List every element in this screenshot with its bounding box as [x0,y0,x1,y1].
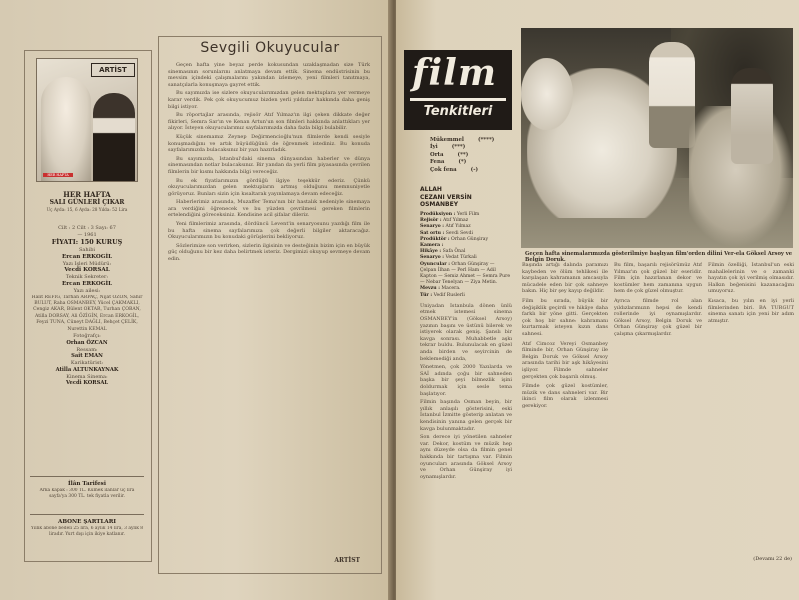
rating-label: Fena [430,159,445,166]
masthead-writers-title: Yazı ailesi: [73,287,101,294]
credit-value: Safa Önal [442,249,466,255]
movie-title [420,186,510,209]
masthead-tech-name: Ercan ERKOGİL [61,280,113,287]
masthead-art-title: Ressam: [76,346,98,353]
masthead-owner-title: Sahibi [78,247,96,254]
rating-label: İyi [430,144,438,151]
rating-row [430,159,520,166]
cover-brand: ARTİST [91,63,135,77]
masthead-cinema-name: Vecdi KORSAL [65,380,109,387]
rating-legend [430,137,520,174]
masthead-frequency: HER HAFTA [63,190,111,199]
cover-caption: HER HAFTA [43,173,73,177]
credit-value: Vedat Türkali [445,255,477,261]
masthead-cartoon-title: Karikatürist: [70,360,104,367]
rating-stars: (-) [470,166,479,173]
masthead-photo-name: Orhan ÖZCAN [66,339,108,346]
masthead-art-name: Sait EMAN [71,353,103,360]
movie-credits [420,212,512,494]
credit-value: Atıf Yılmaz [442,218,469,224]
review-paragraph: Filmin başında Osman beyin, bir yıllık anlaşılı gösterisini, eski İstanbul İzmitte gösterip anlatan ve kendisinin yanına gelen gerçek bir kavga bulunmaktadır. [420,399,512,432]
letter-paragraph: Bu sayımızda, Istanbul'daki sinema dünyasından haberler ve dünya sinemasından notlar bulacaksınız. Bir yandan da yerli film piyasasında çevrilen filmlerin bir kısmı hakkında bilgi vereceğiz. [168,155,370,175]
review-paragraph: Atıf Cimcoz Vereyi Osmanbey filminde bir, Orhan Günşiray ile Belgin Doruk ve Göksel Arsoy arasında tarihi bir aşk hikâyesini işliyor. Filmde sahneler gerçekten çok başarılı olmuş. [522,340,608,380]
review-paragraph: Kısaca, bu yılın en iyi yerli filmlerinden biri. BA TURGUT sinema sanatı için yeni bir adım atmıştır. [708,297,794,324]
cover-groom-figure [93,93,135,181]
photo-caption: Geçen hafta sinemalarımızda gösterilmiye başlıyan film'orden dilini Ver-ela Göksel Arsoy ve Belgin Doruk. [525,251,793,264]
rating-row [430,167,520,174]
letter-paragraph: Yeni filmlerimiz arasında, dördüncü Levent'in senaryosunu yazdığı film ile bu hafta sinema sayfalarımıza çok değerli bilgiler aktaracağız. Okuyucularımızın bu konudaki görüşlerini bekliyoruz. [168,221,370,241]
masthead-writers: Halit REFİĞ, Tarhan ARPAÇ, Nijat ÖZÖN, Sahir BULUT, Raha OSMANBEY, Yücel ÇAKMAKLI, Cengiz AKAR, Bülent OKTAR, Turhan ÇOBAN, Atilla DORSAY, Ali ÖZİGİN, Ercan ERKOGİL, Feyzi TUNA, Cüneyt DAĞLI, Behçet ÇELİK, Nurettin KEMAL [31,294,143,332]
review-column-3 [614,262,702,552]
continued-note: (Devamı 22 de) [753,556,792,562]
ad-rates-title: İlân Tarifesi [68,481,106,487]
rating-label: Orta [430,151,444,158]
left-page [0,0,392,600]
review-paragraph: Üniyadan İstanbula dönen ünlü etmek istemesi sinema OSMANBEY'in (Göksel Arsoy) yazının başını ve üstünü bilerek ve istiyerek olarak geniş. Şanslı bir kavga sonrası. Muhabbetle aşkı tekrar buldu. Bulunulacak en güzel anda birden ve seyircinin de beklemediği anda, [420,302,512,362]
credit-key: Tür : [420,292,433,298]
masthead-date: — 1961 [77,231,97,238]
ad-rates-block [30,480,144,500]
subscription-text: Yıllık abone bedeli 25 lira, 6 aylık 14 lira, 3 aylık 8 liradır. Yurt dışı için ikiye katlanır. [30,526,144,537]
masthead-editor-name: Vecdi KORSAL [64,267,110,274]
review-paragraph: Ayrıca filmde rol alan yıldızlarımızın hepsi de kendi rollerinde iyi oynamışlardır. Göksel Arsoy, Belgin Doruk ve Orhan Günşiray çok güzel bir çalışma çıkarmışlardır. [614,297,702,337]
credit-key: Kamera : [420,243,444,249]
letter-paragraph: Bu röportajlar arasında, rejisör Atıf Yılmaz'ın ilgi çeken dikkate değer fikirleri, Semra Sar'ın ve Kenan Artun'un son filmleri hakkında anlattıkları yer alıyor. İsteyen okuyucularımız sayfalarımızda daha fazla bilgi bulabilir. [168,112,370,132]
subscription-title: ABONE ŞARTLARI [58,519,116,525]
letter-paragraph: Küçük sinemamız Zeynep Değirmencioğlu'nun filmlerde kendi sesiyle konuşmadığını ve artık büyüdüğünü de öğrenmek istediniz. Bu konuda sayfalarımızda bulacaksınız bir yazı hazırladık. [168,133,370,154]
letter-paragraph: Bu sayımızda ise sizlere okuyucularımızdan gelen mektuplara yer vermeye karar verdik. Pek çok okuyucumuz bizden yerli yıldızlar hakkında daha geniş bilgi istiyor. [168,90,370,110]
photo-rider-woman [731,68,773,164]
masthead-subscription: Üç Ayda: 15, 6 Ayda: 28 Yılda: 52 Lira [46,207,128,212]
review-paragraph: Başında artığı dalında paramızı kaybeden ve ölüm tehlikesi ile karşılaşan kahramanın amcasıyla mücadele eden bir çok sahneye bakın. Hiç bir şey kayıp değildir. [522,262,608,295]
rating-stars: (**) [457,151,469,158]
credit-key: Prodüktör : [420,236,450,242]
movie-title-line: OSMANBEY [420,201,459,209]
rating-stars: (****) [477,137,495,143]
rating-row [430,144,520,151]
masthead-divider [30,476,144,477]
letter-paragraph: Sözlerimize son verirken, sizlerin ilgisinin ve desteğinin bizim için en büyük güç olduğunu bir kez daha belirtmek isteriz. Dergimizi okuyup sevmeye devam edin. [168,242,370,263]
logo-band [410,98,506,101]
review-column-4 [708,262,794,552]
review-paragraph: Filmin özelliği, İstanbul'un eski mahallelerinin ve o zamanki hayatın çok iyi verilmiş olmasıdır. Halkın beğenisini kazanacağını umuyoruz. [708,262,794,295]
credit-key: Oyuncular : [420,261,450,267]
credit-value: Atıf Yılmaz [445,224,471,230]
letter-heading: Sevgili Okuyucular [200,40,340,56]
review-column-2 [522,262,608,552]
letter-body [168,62,370,558]
letter-paragraph: Haberlerimiz arasında, Muzaffer Tema'nın bir hastalık nedeniyle sinemaya ara verdiğini öğrenecek ve bu yüzden çevrilmesi gereken filmlerin ertelendiğini göreceksiniz. Kendisine acil şifalar dileriz. [168,199,370,219]
credit-key: Rejisör : [420,218,442,224]
masthead-divider-2 [30,514,144,515]
credit-value: Vedif Ruslerli [433,292,465,298]
masthead-owner-name: Ercan ERKOGİL [61,253,113,260]
review-paragraph: Yönetmen, çok 2000 Yazılarda ve SAİ adında çoğu bir sahneden başka bir şeyi bilmezlik işini doldurmak için sesle tema başlatıyor. [420,364,512,397]
letter-paragraph: Bu ek fiyatlarımızın gördüğü ilgiye teşekkür ederiz. Çünkü okuyucularımızdan gelen mektupların artmış olduğunu memnuniyetle görüyoruz. Bunları sizin için kısaltarak yayınlamaya devam edeceğiz. [168,177,370,197]
masthead-cinema-title: Kinema Sinema: [66,373,108,380]
credit-key: Sat ortu : [420,230,445,236]
cover-thumbnail [36,58,138,182]
rating-stars: (*) [458,159,467,166]
film-still-photo [521,28,793,248]
letter-signature: ARTİST [334,557,360,564]
credit-value: Orhan Günşiray — Çelpan İlhan — Perl Ham — Adil Kapton — Semiz Ahmet — Semra Pure — Nebar Tenelyan — Ziya Metin. [420,261,511,286]
cover-bride-figure [41,77,91,181]
subscription-block [30,518,144,538]
credit-key: Mevzu : [420,286,440,292]
rating-stars: (***) [451,144,466,151]
credit-key: Hikâye : [420,249,442,255]
rating-label: Mükemmel [430,137,464,143]
credit-key: Senaryo : [420,224,445,230]
masthead-price: FİYATI: 150 KURUŞ [51,238,123,247]
credit-value: Orhan Günşiray [451,236,489,242]
masthead-volume: Cilt : 2 Cilt : 3 Sayı: 67 [58,225,116,231]
review-paragraph: Film bu sırada, büyük bir değişiklik geçirdi ve hikâye daha farklı bir yöne gitti. Gerçekten çok hoş bir sahne: kahramanı kurtarmak isteyen kızın dans sahnesi. [522,297,608,337]
logo-tenkitleri-word: Tenkitleri [423,104,493,119]
movie-title-line: CEZANI VERSİN [420,193,472,201]
ad-rates-text: Arka kapak : 300 TL. Kümek ilânlar üç lira sayfa'ya 300 TL. tek fiyatla verilir. [39,488,135,499]
review-paragraph: Bu film, başarılı rejisörümüz Atıf Yılmaz'ın çok güzel bir eseridir. Film için hazırlanan dekor ve kostümler hem zamanına uygun hem de çok güzel olmuştur. [614,262,702,295]
letter-paragraph: Geçen hafta yine beyaz perde kokusundan uzaklaşmadan size Türk sinemasının sorunlarını anlatmaya devam ettik. Sinema endüstrisinin bu mevsim içindeki çalışmalarını yakından izlemeye, yeni filmleri tanıtmaya, sanatçılarla konuşmaya gayret ettik. [168,62,370,88]
masthead-block [30,190,144,387]
credit-value: Macera. [441,286,461,292]
rating-label: Çok fena [430,166,457,173]
movie-title-line: ALLAH [420,186,442,193]
masthead-tech-title: Teknik Sekreter: [65,274,109,281]
photo-horse-head [521,58,573,130]
review-paragraph: Filmde çok güzel kostümler, müzik ve dans sahneleri var. Bir ikinci film olarak izlenmesi gerekiyor. [522,383,608,409]
credit-value: Sevdi Sevdi [445,230,473,236]
masthead-issue-day: SALI GÜNLERİ ÇIKAR [49,199,125,206]
rating-row [430,137,520,144]
film-tenkitleri-logo [404,50,512,130]
review-paragraph: Son derece iyi yönetilen sahneler var. Dekor, kostüm ve müzik hep aynı düzeyde olsa da filmin genel hakkında bir tartışma var. Filmin oyuncuları arasında Göksel Arsoy ve Orhan Günşiray iyi oynamışlardır. [420,434,512,480]
credit-key: Senaryo : [420,255,445,261]
logo-film-word: film [412,52,497,94]
credit-row [420,262,512,287]
masthead-editor-title: Yazı İşleri Müdürü: [62,260,112,267]
masthead-photo-title: Fotoğrafçı: [73,333,101,339]
masthead-cartoon-name: Atilla ALTUNKAYNAK [55,366,119,373]
credit-key: Prodüksiyon : [420,212,456,217]
credit-value: Yerli Film [456,212,480,217]
